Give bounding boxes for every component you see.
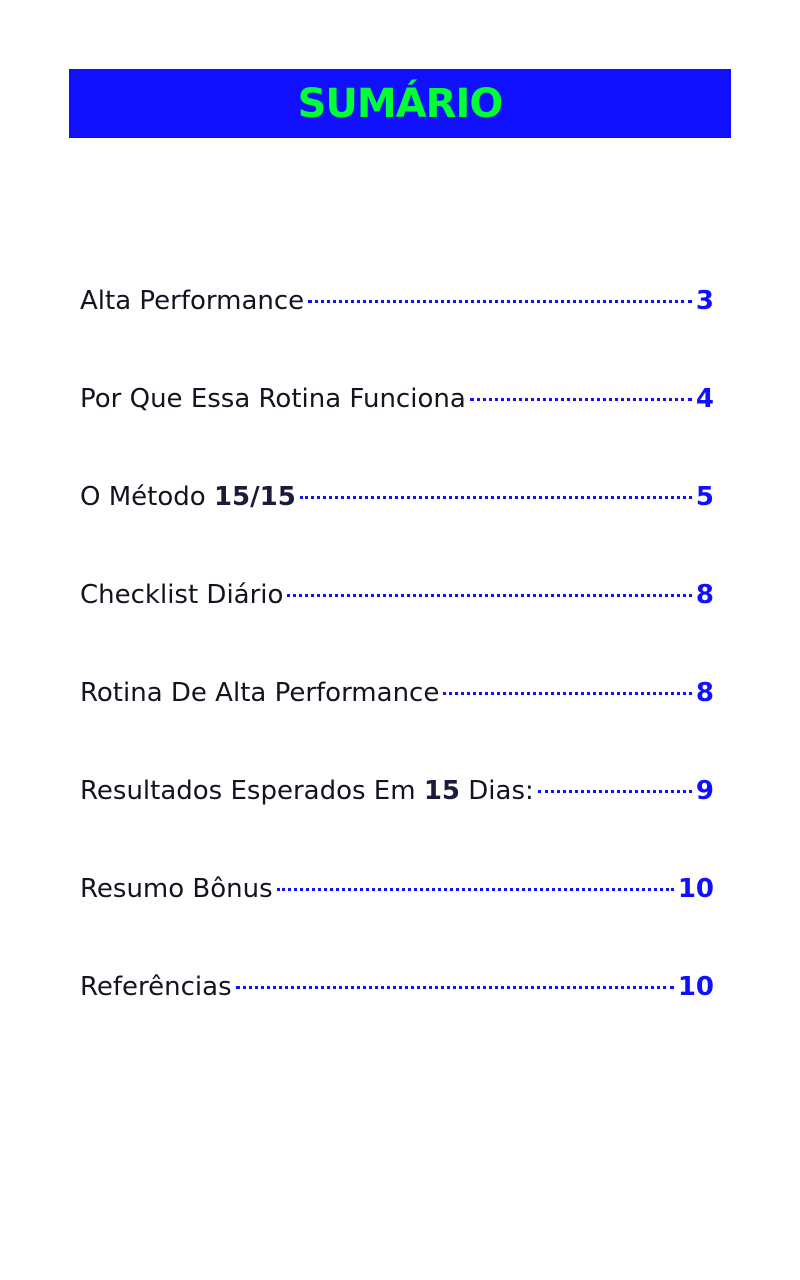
toc-entry-label: Por Que Essa Rotina Funciona <box>80 384 466 414</box>
toc-entry-label: Referências <box>80 972 232 1002</box>
toc-entry-page-number: 3 <box>695 286 714 316</box>
toc-entry-page-number: 5 <box>695 482 714 512</box>
toc-entry-referencias[interactable] <box>80 964 714 1010</box>
dot-leader <box>443 692 692 695</box>
page-title: SUMÁRIO <box>297 80 503 127</box>
toc-entry-alta-performance[interactable] <box>80 278 714 324</box>
toc-entry-page-number: 4 <box>695 384 714 414</box>
toc-entry-checklist-diario[interactable] <box>80 572 714 618</box>
dot-leader <box>308 300 692 303</box>
toc-entry-por-que-essa-rotina-funciona[interactable] <box>80 376 714 422</box>
dot-leader <box>538 790 692 793</box>
dot-leader <box>236 986 674 989</box>
dot-leader <box>287 594 691 597</box>
dot-leader <box>300 496 692 499</box>
toc-entry-page-number: 8 <box>695 678 714 708</box>
toc-entry-page-number: 10 <box>677 874 714 904</box>
toc-entry-label: O Método 15/15 <box>80 482 296 512</box>
toc-entry-page-number: 10 <box>677 972 714 1002</box>
dot-leader <box>277 888 674 891</box>
toc-entry-label: Checklist Diário <box>80 580 284 610</box>
toc-entry-label: Alta Performance <box>80 286 305 316</box>
toc-entry-page-number: 8 <box>695 580 714 610</box>
title-bar <box>69 69 731 138</box>
toc-entry-label: Resumo Bônus <box>80 874 273 904</box>
toc-entry-page-number: 9 <box>695 776 714 806</box>
toc-entry-label: Resultados Esperados Em 15 Dias: <box>80 776 534 806</box>
toc-entry-rotina-de-alta-performance[interactable] <box>80 670 714 716</box>
toc-entry-resumo-bonus[interactable] <box>80 866 714 912</box>
toc-entry-resultados-esperados[interactable] <box>80 768 714 814</box>
toc-entry-label: Rotina De Alta Performance <box>80 678 440 708</box>
toc-entry-o-metodo[interactable] <box>80 474 714 520</box>
dot-leader <box>470 398 692 401</box>
